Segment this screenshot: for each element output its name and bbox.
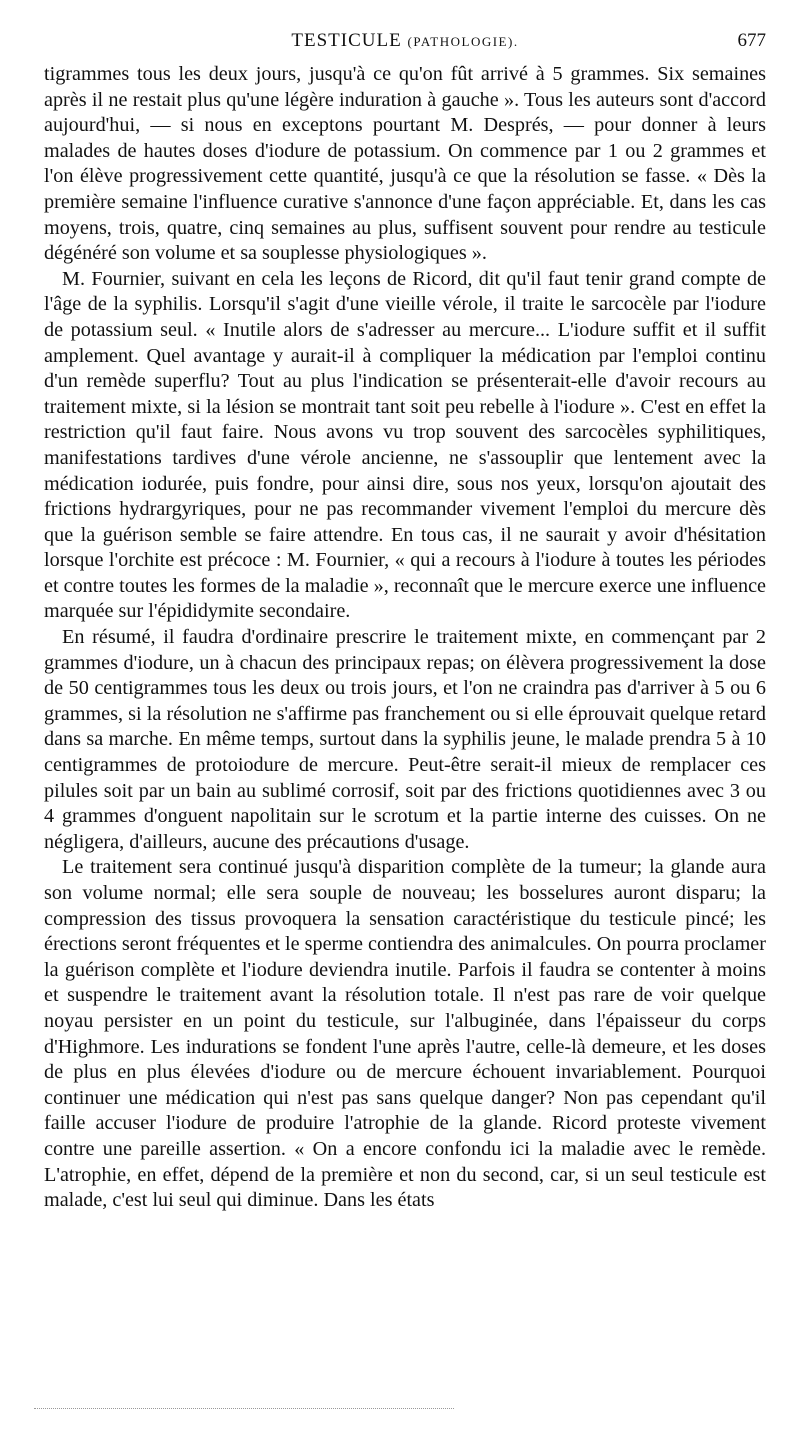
running-title-main: TESTICULE <box>291 30 402 51</box>
paragraph-fournier: M. Fournier, suivant en cela les leçons de Ricord, dit qu'il faut tenir grand compte de l'âge de la syphilis. Lorsqu'il s'agit d'une vieille vérole, il traite le sarcocèle par l'iodure de potassium seul. « Inutile alors de s'adresser au mercure... L'iodure suffit et il suffit amplement. Quel avantage y aurait-il à compliquer la médication par l'emploi continu d'un remède superflu? Tout au plus l'indication se présenterait-elle d'avoir recours au traitement mixte, si la lésion se montrait tant soit peu rebelle à l'iodure ». C'est en effet la restriction qu'il faut faire. Nous avons vu trop souvent des sarcocèles syphilitiques, manifestations tardives d'une vérole ancienne, ne s'assouplir que lentement avec la médication iodurée, puis fondre, pour ainsi dire, sous nos yeux, lorsqu'on ajoutait des frictions hydrargyriques, pour ne pas recommander vivement l'emploi du mercure dès que la guérison semble se faire attendre. En tous cas, il ne saurait y avoir d'hésitation lorsque l'orchite est précoce : M. Fournier, « qui a recours à l'iodure à toutes les périodes et contre toutes les formes de la maladie », reconnaît que le mercure exerce une influence marquée sur l'épididymite secondaire. <box>44 267 766 623</box>
running-title-subtitle: (PATHOLOGIE). <box>407 34 519 49</box>
page-header <box>44 22 766 62</box>
page-number: 677 <box>737 30 766 51</box>
running-title <box>44 30 766 52</box>
paragraph-traitement: Le traitement sera continué jusqu'à disparition complète de la tumeur; la glande aura son volume normal; elle sera souple de nouveau; les bosselures auront disparu; la compression des tissus provoquera la sensation caractéristique du testicule pincé; les érections seront fréquentes et le sperme contiendra des animalcules. On pourra proclamer la guérison complète et l'iodure deviendra inutile. Parfois il faudra se contenter à moins et suspendre le traitement avant la résolution totale. Il n'est pas rare de voir quelque noyau persister en un point du testicule, sur l'albuginée, dans l'épaisseur du corps d'Highmore. Les indurations se fondent l'une après l'autre, celle-là demeure, et les doses de plus en plus élevées d'iodure ou de mercure échouent invariablement. Pourquoi continuer une médication qui n'est pas sans quelque danger? Non pas cependant qu'il faille accuser l'iodure de produire l'atrophie de la glande. Ricord proteste vivement contre une pareille assertion. « On a encore confondu ici la maladie avec le remède. L'atrophie, en effet, dépend de la première et non du second, car, si un seul testicule est malade, c'est lui seul qui diminue. Dans les états <box>44 856 766 1212</box>
book-page <box>44 22 766 1214</box>
body-text <box>44 62 766 1214</box>
footer-rule <box>34 1408 454 1409</box>
paragraph-resume: En résumé, il faudra d'ordinaire prescrire le traitement mixte, en commençant par 2 grammes d'iodure, un à chacun des principaux repas; on élèvera progressivement la dose de 50 centigrammes tous les deux ou trois jours, et l'on ne craindra pas d'arriver à 5 ou 6 grammes, si la résolution ne s'affirme pas franchement ou si elle éprouvait quelque retard dans sa marche. En même temps, surtout dans la syphilis jeune, le malade prendra 5 à 10 centigrammes de protoiodure de mercure. Peut-être serait-il mieux de remplacer ces pilules soit par un bain au sublimé corrosif, soit par des frictions quotidiennes avec 3 ou 4 grammes d'onguent napolitain sur le scrotum et la partie interne des cuisses. On ne négligera, d'ailleurs, aucune des précautions d'usage. <box>44 626 766 853</box>
paragraph-continuation: tigrammes tous les deux jours, jusqu'à ce qu'on fût arrivé à 5 grammes. Six semaines après il ne restait plus qu'une légère induration à gauche ». Tous les auteurs sont d'accord aujourd'hui, — si nous en exceptons pourtant M. Després, — pour donner à leurs malades de hautes doses d'iodure de potassium. On commence par 1 ou 2 grammes et l'on élève progressivement cette quantité, jusqu'à ce que la résolution se fasse. « Dès la première semaine l'influence curative s'annonce d'une façon appréciable. Et, dans les cas moyens, trois, quatre, cinq semaines au plus, suffisent souvent pour rendre au testicule dégénéré son volume et sa souplesse physiologiques ». <box>44 63 766 265</box>
